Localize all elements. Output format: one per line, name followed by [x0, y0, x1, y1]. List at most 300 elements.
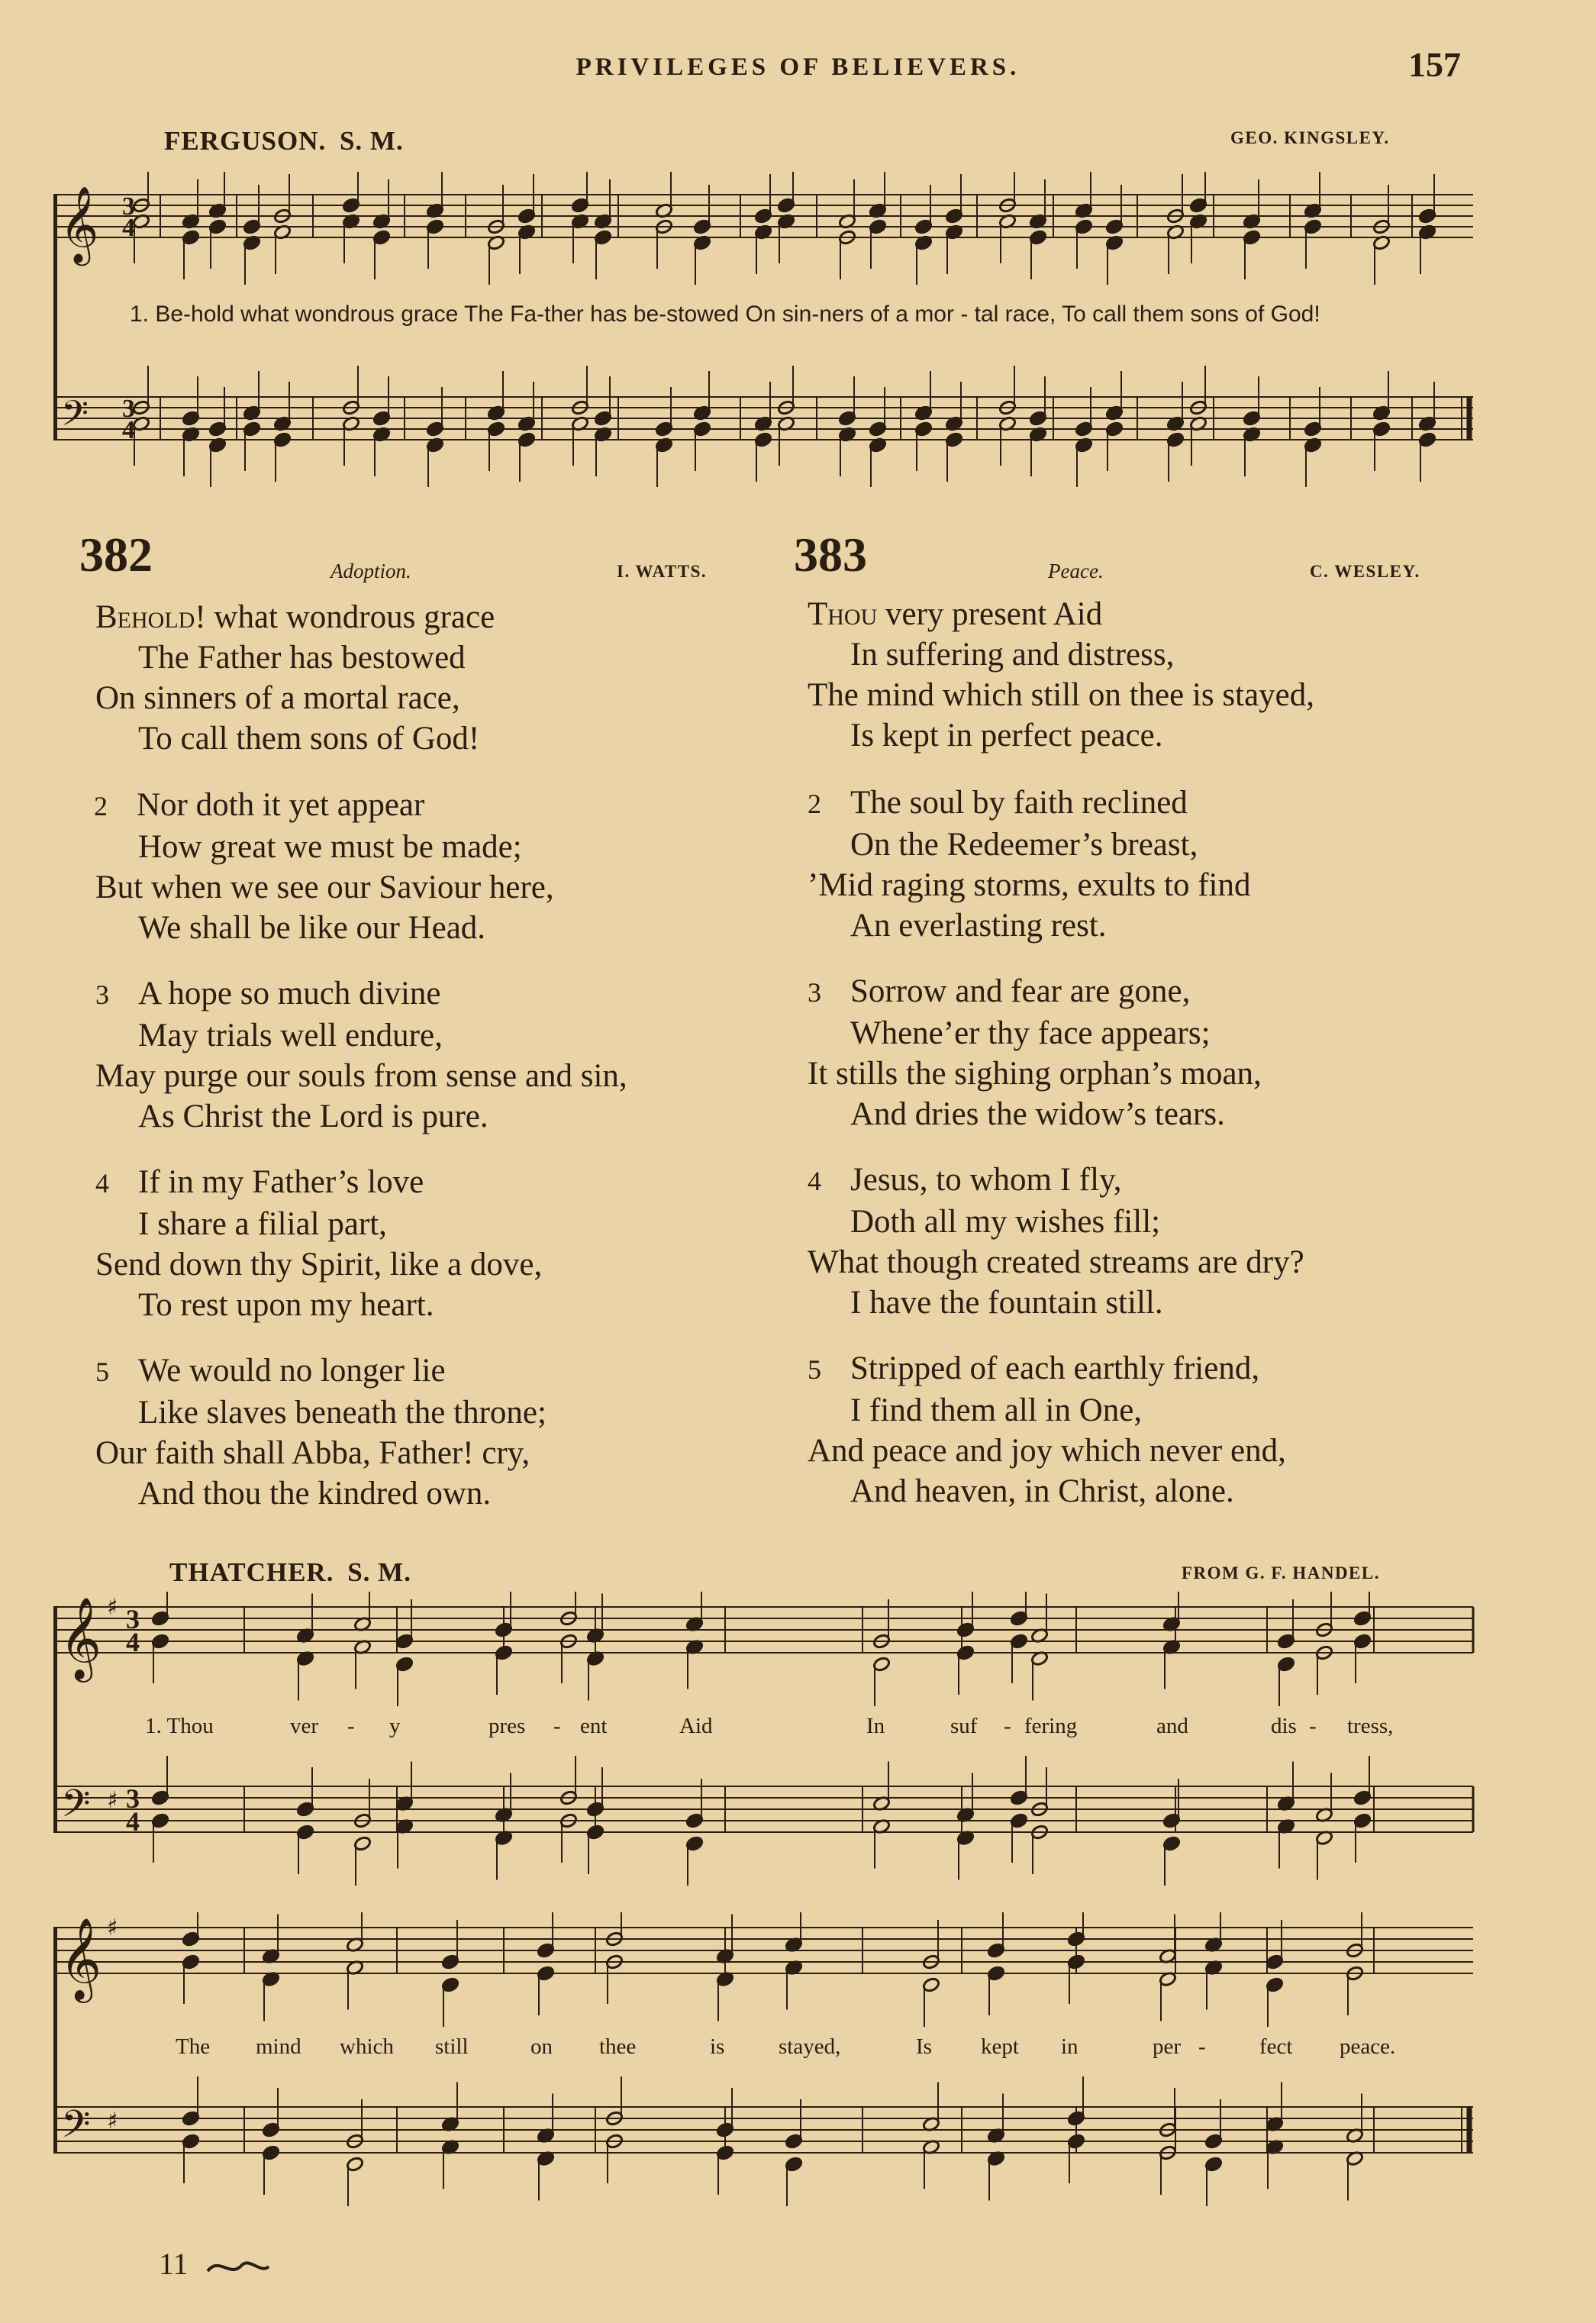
bass-note — [1067, 2076, 1085, 2127]
treble-note — [1418, 224, 1436, 274]
bass-note — [754, 431, 772, 482]
bass-clef-icon: 𝄢 — [61, 2102, 91, 2156]
hymn-383-title: Peace. — [1048, 560, 1104, 582]
stanza-line: Nor doth it yet appear — [137, 787, 425, 823]
treble-note — [346, 1912, 364, 1953]
lyric-syllable: The — [176, 2034, 211, 2059]
bass-note — [1372, 371, 1391, 421]
svg-text:3: 3 — [126, 1604, 140, 1634]
stanza-line: I find them all in One, — [850, 1392, 1143, 1428]
treble-note — [869, 218, 887, 269]
treble-note — [395, 1656, 414, 1706]
treble-note — [785, 1960, 803, 2010]
hymn-383-number: 383 — [794, 528, 867, 582]
treble-note — [132, 213, 150, 263]
hymn-383-stanza-4 — [808, 1160, 1304, 1323]
bass-note — [1029, 426, 1047, 476]
bass-note — [838, 426, 856, 476]
treble-note — [487, 234, 505, 285]
treble-note — [182, 1912, 200, 1947]
lyric-syllable: which — [340, 2034, 394, 2059]
stanza-line: Our faith shall Abba, Father! cry, — [95, 1435, 530, 1471]
treble-note — [346, 1960, 364, 2010]
treble-note — [685, 1639, 704, 1689]
treble-note — [605, 1912, 624, 1947]
bass-note — [754, 382, 772, 432]
treble-note — [945, 224, 963, 274]
hymn-382-title: Adoption. — [330, 560, 411, 582]
stanza-line: And heaven, in Christ, alone. — [850, 1473, 1234, 1509]
treble-note — [956, 1592, 975, 1638]
hymn-382-stanza-4 — [95, 1162, 542, 1325]
bass-note — [1315, 1830, 1333, 1880]
bass-note — [296, 1824, 314, 1874]
treble-note — [495, 1644, 513, 1695]
treble-note — [182, 229, 200, 279]
treble-note — [914, 185, 933, 235]
treble-note — [353, 1639, 372, 1689]
stanza-line: We would no longer lie — [138, 1353, 446, 1389]
treble-note — [571, 172, 589, 214]
lyric-syllable: on — [530, 2034, 553, 2059]
thatcher-staves-2 — [53, 1912, 1481, 2252]
bass-note — [869, 387, 887, 437]
treble-note — [1029, 179, 1047, 230]
bass-note — [1418, 431, 1436, 482]
treble-note — [1372, 234, 1391, 285]
treble-note — [872, 1656, 891, 1706]
svg-text:4: 4 — [126, 1806, 140, 1837]
treble-note — [777, 213, 795, 263]
stanza-number: 4 — [95, 1168, 109, 1199]
tune-ferguson-meter: S. M. — [339, 126, 404, 156]
bass-note — [1353, 1756, 1372, 1806]
stanza-line: Whene’er thy face appears; — [850, 1015, 1211, 1051]
treble-note — [1353, 1592, 1372, 1627]
ferguson-score — [53, 172, 1481, 523]
stanza-line: As Christ the Lord is pure. — [138, 1099, 488, 1134]
stanza-line: Send down thy Spirit, like a dove, — [95, 1247, 543, 1282]
svg-text:3: 3 — [126, 1783, 140, 1814]
svg-text:3: 3 — [122, 192, 135, 221]
treble-note — [1075, 218, 1093, 269]
bass-note — [1029, 376, 1047, 427]
hymn-383-stanza-1 — [808, 594, 1314, 756]
treble-note — [594, 229, 612, 279]
treble-note — [353, 1592, 372, 1632]
bass-note — [1105, 421, 1124, 471]
bass-note — [1067, 2133, 1085, 2183]
stanza-line: And dries the widow’s tears. — [850, 1096, 1225, 1132]
lyric-syllable: 1. Thou — [145, 1714, 214, 1738]
treble-note — [1159, 1971, 1177, 2021]
lyric-syllable: - — [1004, 1714, 1011, 1738]
bass-note — [1243, 376, 1261, 427]
stanza-line: very present Aid — [885, 596, 1103, 632]
treble-note — [785, 1912, 803, 1953]
stanza-line: Stripped of each earthly friend, — [850, 1350, 1260, 1386]
treble-note — [151, 1633, 169, 1683]
hymn-382-stanza-2 — [95, 785, 554, 948]
lyric-syllable: thee — [599, 2034, 637, 2059]
lyric-syllable: is — [710, 2034, 725, 2059]
svg-text:3: 3 — [122, 395, 135, 423]
hymn-382-first-word: Behold — [95, 599, 195, 635]
lyric-syllable: still — [435, 2034, 469, 2059]
bass-note — [1204, 2156, 1223, 2206]
stanza-line: And thou the kindred own. — [138, 1476, 492, 1512]
treble-note — [1304, 218, 1322, 269]
tune-thatcher-name: THATCHER. — [169, 1557, 334, 1587]
bass-note — [151, 1756, 169, 1806]
bass-note — [426, 437, 444, 487]
bass-note — [1166, 431, 1185, 482]
bass-note — [182, 2076, 200, 2127]
bass-note — [243, 371, 261, 421]
bass-note — [426, 387, 444, 437]
stanza-number: 5 — [95, 1357, 109, 1387]
stanza-line: And peace and joy which never end, — [808, 1433, 1286, 1469]
treble-clef-icon: 𝄞 — [60, 1596, 102, 1679]
treble-note — [1105, 234, 1124, 285]
stanza-line: Sorrow and fear are gone, — [850, 973, 1191, 1009]
lyric-syllable: pres — [488, 1714, 526, 1738]
treble-note — [182, 179, 200, 230]
bass-note — [872, 1818, 891, 1869]
lyric-syllable: dis — [1271, 1714, 1297, 1738]
ferguson-staves — [53, 172, 1481, 523]
stanza-line: If in my Father’s love — [138, 1164, 424, 1200]
bass-note — [495, 1830, 513, 1880]
stanza-line: But when we see our Saviour here, — [95, 870, 554, 905]
bass-note — [342, 415, 360, 466]
lyric-syllable: - — [553, 1714, 561, 1738]
bass-note — [922, 2139, 940, 2189]
stanza-line: The mind which still on thee is stayed, — [808, 677, 1315, 713]
treble-note — [537, 1912, 555, 1959]
ferguson-lyric-line: 1. Be-hold what wondrous grace The Fa-ther has be-stowed On sin-ners of a mor - tal race, To call them sons of God! — [130, 302, 1320, 327]
treble-note — [273, 224, 292, 274]
lyric-syllable: suf — [950, 1714, 978, 1738]
stanza-line: I have the fountain still. — [850, 1285, 1163, 1321]
treble-note — [777, 172, 795, 214]
treble-note — [262, 1971, 280, 2021]
tune-thatcher-heading — [169, 1557, 411, 1588]
signature-mark — [159, 2246, 272, 2282]
hymn-382-stanza-5 — [95, 1350, 547, 1514]
treble-note — [208, 218, 227, 269]
bass-note — [1266, 2139, 1284, 2189]
treble-note — [716, 1971, 734, 2021]
lyric-syllable: kept — [981, 2034, 1019, 2059]
treble-note — [956, 1644, 975, 1695]
printer-flourish-icon — [204, 2256, 272, 2279]
tune-ferguson-heading — [164, 126, 404, 156]
stanza-number: 2 — [808, 789, 821, 819]
stanza-line: How great we must be made; — [138, 829, 522, 865]
bass-note — [1166, 382, 1185, 432]
svg-text:4: 4 — [122, 214, 135, 242]
treble-note — [296, 1650, 314, 1701]
sharp-icon: ♯ — [107, 1915, 118, 1941]
stanza-line: On sinners of a mortal race, — [95, 680, 460, 716]
treble-note — [1266, 1976, 1284, 2027]
bass-note — [1418, 382, 1436, 432]
treble-note — [693, 185, 711, 235]
bass-note — [487, 421, 505, 471]
stanza-line: The soul by faith reclined — [850, 785, 1188, 821]
thatcher-score-system-2 — [53, 1912, 1481, 2252]
bass-note — [1075, 437, 1093, 487]
treble-note — [1243, 179, 1261, 230]
bass-note — [346, 2156, 364, 2206]
stanza-line: What though created streams are dry? — [808, 1244, 1304, 1280]
bass-note — [777, 415, 795, 466]
treble-note — [1162, 1592, 1181, 1632]
treble-note — [998, 172, 1017, 214]
lyric-syllable: - — [1309, 1714, 1317, 1738]
stanza-number: 3 — [95, 979, 109, 1010]
bass-note — [372, 376, 391, 427]
treble-note — [1029, 229, 1047, 279]
running-head: PRIVILEGES OF BELIEVERS. — [576, 53, 1020, 81]
lyric-syllable: ent — [580, 1714, 608, 1738]
stanza-line: We shall be like our Head. — [138, 910, 486, 946]
treble-note — [517, 174, 536, 224]
lyric-syllable: y — [389, 1714, 401, 1738]
bass-note — [1162, 1835, 1181, 1886]
lyric-syllable: and — [1156, 1714, 1188, 1738]
bass-clef-icon: 𝄢 — [61, 393, 89, 443]
lyric-syllable: fering — [1024, 1714, 1078, 1738]
treble-note — [1189, 172, 1207, 214]
bass-note — [571, 415, 589, 466]
bass-note — [945, 382, 963, 432]
treble-note — [998, 213, 1017, 263]
bass-note — [1075, 387, 1093, 437]
signature-number: 11 — [159, 2247, 189, 2281]
treble-note — [537, 1965, 555, 2015]
bass-note — [1010, 1812, 1028, 1863]
treble-note — [922, 1976, 940, 2027]
bass-note — [243, 421, 261, 471]
hymn-383-author: C. WESLEY. — [1310, 562, 1420, 581]
hymn-382-stanza-1 — [95, 597, 495, 759]
lyric-syllable: tress, — [1347, 1714, 1394, 1738]
treble-note — [1010, 1633, 1028, 1683]
bass-note — [151, 1812, 169, 1863]
treble-note — [571, 213, 589, 263]
bass-note — [273, 382, 292, 432]
svg-text:4: 4 — [122, 416, 135, 444]
bass-note — [785, 2156, 803, 2206]
bass-note — [987, 2150, 1005, 2201]
sharp-icon: ♯ — [107, 1787, 118, 1814]
treble-note — [987, 1965, 1005, 2015]
sharp-icon: ♯ — [107, 2108, 118, 2134]
bass-note — [594, 426, 612, 476]
treble-note — [754, 224, 772, 274]
stanza-number: 5 — [808, 1354, 821, 1385]
bass-note — [1189, 415, 1207, 466]
treble-note — [1030, 1650, 1049, 1701]
treble-note — [693, 234, 711, 285]
bass-note — [372, 426, 391, 476]
treble-note — [243, 185, 261, 235]
treble-note — [151, 1592, 169, 1627]
hymn-383-stanza-2 — [808, 782, 1250, 946]
bass-note — [1277, 1818, 1295, 1869]
treble-note — [1277, 1656, 1295, 1706]
bass-note — [586, 1824, 605, 1874]
bass-note — [1243, 426, 1261, 476]
bass-note — [655, 437, 673, 487]
hymn-383-stanza-3 — [808, 971, 1262, 1134]
stanza-line: The Father has bestowed — [138, 640, 466, 676]
treble-note — [559, 1592, 578, 1627]
treble-clef-icon: 𝄞 — [60, 1917, 102, 1999]
bass-note — [838, 376, 856, 427]
lyric-syllable: - — [347, 1714, 355, 1738]
lyric-syllable: per — [1153, 2034, 1182, 2059]
treble-note — [586, 1650, 605, 1701]
tune-ferguson-composer: GEO. KINGSLEY. — [1230, 128, 1390, 147]
treble-note — [914, 234, 933, 285]
stanza-number: 3 — [808, 977, 821, 1008]
hymn-382-stanza-3 — [95, 973, 627, 1137]
treble-note — [1162, 1639, 1181, 1689]
bass-note — [693, 371, 711, 421]
lyric-syllable: stayed, — [779, 2034, 841, 2059]
bass-note — [182, 2133, 200, 2183]
stanza-line: May purge our souls from sense and sin, — [95, 1058, 627, 1094]
page-number: 157 — [1408, 45, 1461, 84]
treble-note — [987, 1912, 1005, 1959]
treble-note — [1067, 1954, 1085, 2004]
treble-note — [1315, 1592, 1333, 1638]
treble-note — [1243, 229, 1261, 279]
stanza-line: It stills the sighing orphan’s moan, — [808, 1056, 1262, 1092]
bass-note — [1304, 387, 1322, 437]
bass-note — [1304, 437, 1322, 487]
bass-note — [182, 426, 200, 476]
treble-note — [182, 1954, 200, 2004]
stanza-line: May trials well endure, — [138, 1018, 443, 1053]
treble-note — [372, 179, 391, 230]
bass-note — [132, 415, 150, 466]
bass-note — [273, 431, 292, 482]
treble-note — [426, 218, 444, 269]
stanza-line: In suffering and distress, — [850, 637, 1175, 673]
treble-note — [1204, 1912, 1223, 1953]
bass-note — [517, 382, 536, 432]
treble-note — [441, 1976, 459, 2027]
bass-note — [537, 2150, 555, 2201]
bass-note — [716, 2144, 734, 2195]
bass-note — [182, 376, 200, 427]
sharp-icon: ♯ — [107, 1594, 118, 1621]
bass-note — [956, 1830, 975, 1880]
bass-note — [998, 415, 1017, 466]
treble-note — [1010, 1592, 1028, 1627]
stanza-line: A hope so much divine — [138, 976, 441, 1011]
stanza-line: ! what wondrous grace — [195, 599, 495, 635]
stanza-line: An everlasting rest. — [850, 908, 1107, 944]
treble-note — [945, 174, 963, 224]
svg-text:4: 4 — [126, 1627, 140, 1657]
lyric-syllable: Is — [916, 2034, 932, 2059]
bass-note — [208, 387, 227, 437]
treble-note — [838, 179, 856, 230]
thatcher-staves-1 — [53, 1592, 1481, 1912]
stanza-line: Jesus, to whom I fly, — [850, 1162, 1122, 1198]
tune-ferguson-name: FERGUSON. — [164, 126, 327, 156]
treble-clef-icon: 𝄞 — [60, 186, 99, 263]
stanza-number: 2 — [94, 791, 108, 821]
bass-note — [1353, 1812, 1372, 1863]
treble-note — [754, 174, 772, 224]
lyric-syllable: In — [866, 1714, 885, 1738]
bass-note — [945, 431, 963, 482]
bass-clef-icon: 𝄢 — [61, 1782, 91, 1835]
hymn-383-stanza-5 — [808, 1348, 1286, 1512]
thatcher-score-system-1 — [53, 1592, 1481, 1912]
treble-note — [1353, 1633, 1372, 1683]
stanza-line: To rest upon my heart. — [138, 1287, 434, 1323]
bass-note — [296, 1767, 314, 1818]
lyric-syllable: in — [1061, 2034, 1079, 2059]
stanza-line: Like slaves beneath the throne; — [138, 1395, 547, 1431]
treble-note — [594, 179, 612, 230]
stanza-line: To call them sons of God! — [138, 721, 480, 757]
lyric-syllable: peace. — [1340, 2034, 1396, 2059]
treble-note — [372, 229, 391, 279]
bass-note — [517, 431, 536, 482]
bass-note — [685, 1835, 704, 1886]
stanza-number: 4 — [808, 1166, 821, 1196]
stanza-line: Is kept in perfect peace. — [850, 718, 1163, 753]
tune-thatcher-meter: S. M. — [347, 1557, 411, 1587]
bass-note — [655, 387, 673, 437]
bass-note — [395, 1818, 414, 1869]
stanza-line: ’Mid raging storms, exults to find — [808, 867, 1251, 903]
bass-note — [869, 437, 887, 487]
bass-note — [914, 371, 933, 421]
bass-note — [594, 376, 612, 427]
lyric-syllable: fect — [1259, 2034, 1293, 2059]
lyric-syllable: ver — [290, 1714, 319, 1738]
treble-note — [1418, 174, 1436, 224]
stanza-line: I share a filial part, — [138, 1206, 387, 1242]
lyric-syllable: Aid — [679, 1714, 713, 1738]
bass-note — [1346, 2150, 1364, 2201]
bass-note — [487, 371, 505, 421]
hymn-382-author: I. WATTS. — [617, 562, 708, 581]
treble-note — [1204, 1960, 1223, 2010]
stanza-line: Doth all my wishes fill; — [850, 1204, 1161, 1240]
bass-note — [208, 437, 227, 487]
bass-note — [1010, 1756, 1028, 1806]
treble-note — [342, 213, 360, 263]
treble-note — [243, 234, 261, 285]
bass-note — [441, 2139, 459, 2189]
treble-note — [1105, 185, 1124, 235]
hymn-382-number: 382 — [79, 528, 153, 582]
treble-note — [1346, 1912, 1364, 1959]
bass-note — [262, 2088, 280, 2138]
bass-note — [262, 2144, 280, 2195]
tune-thatcher-composer: FROM G. F. HANDEL. — [1182, 1563, 1380, 1583]
